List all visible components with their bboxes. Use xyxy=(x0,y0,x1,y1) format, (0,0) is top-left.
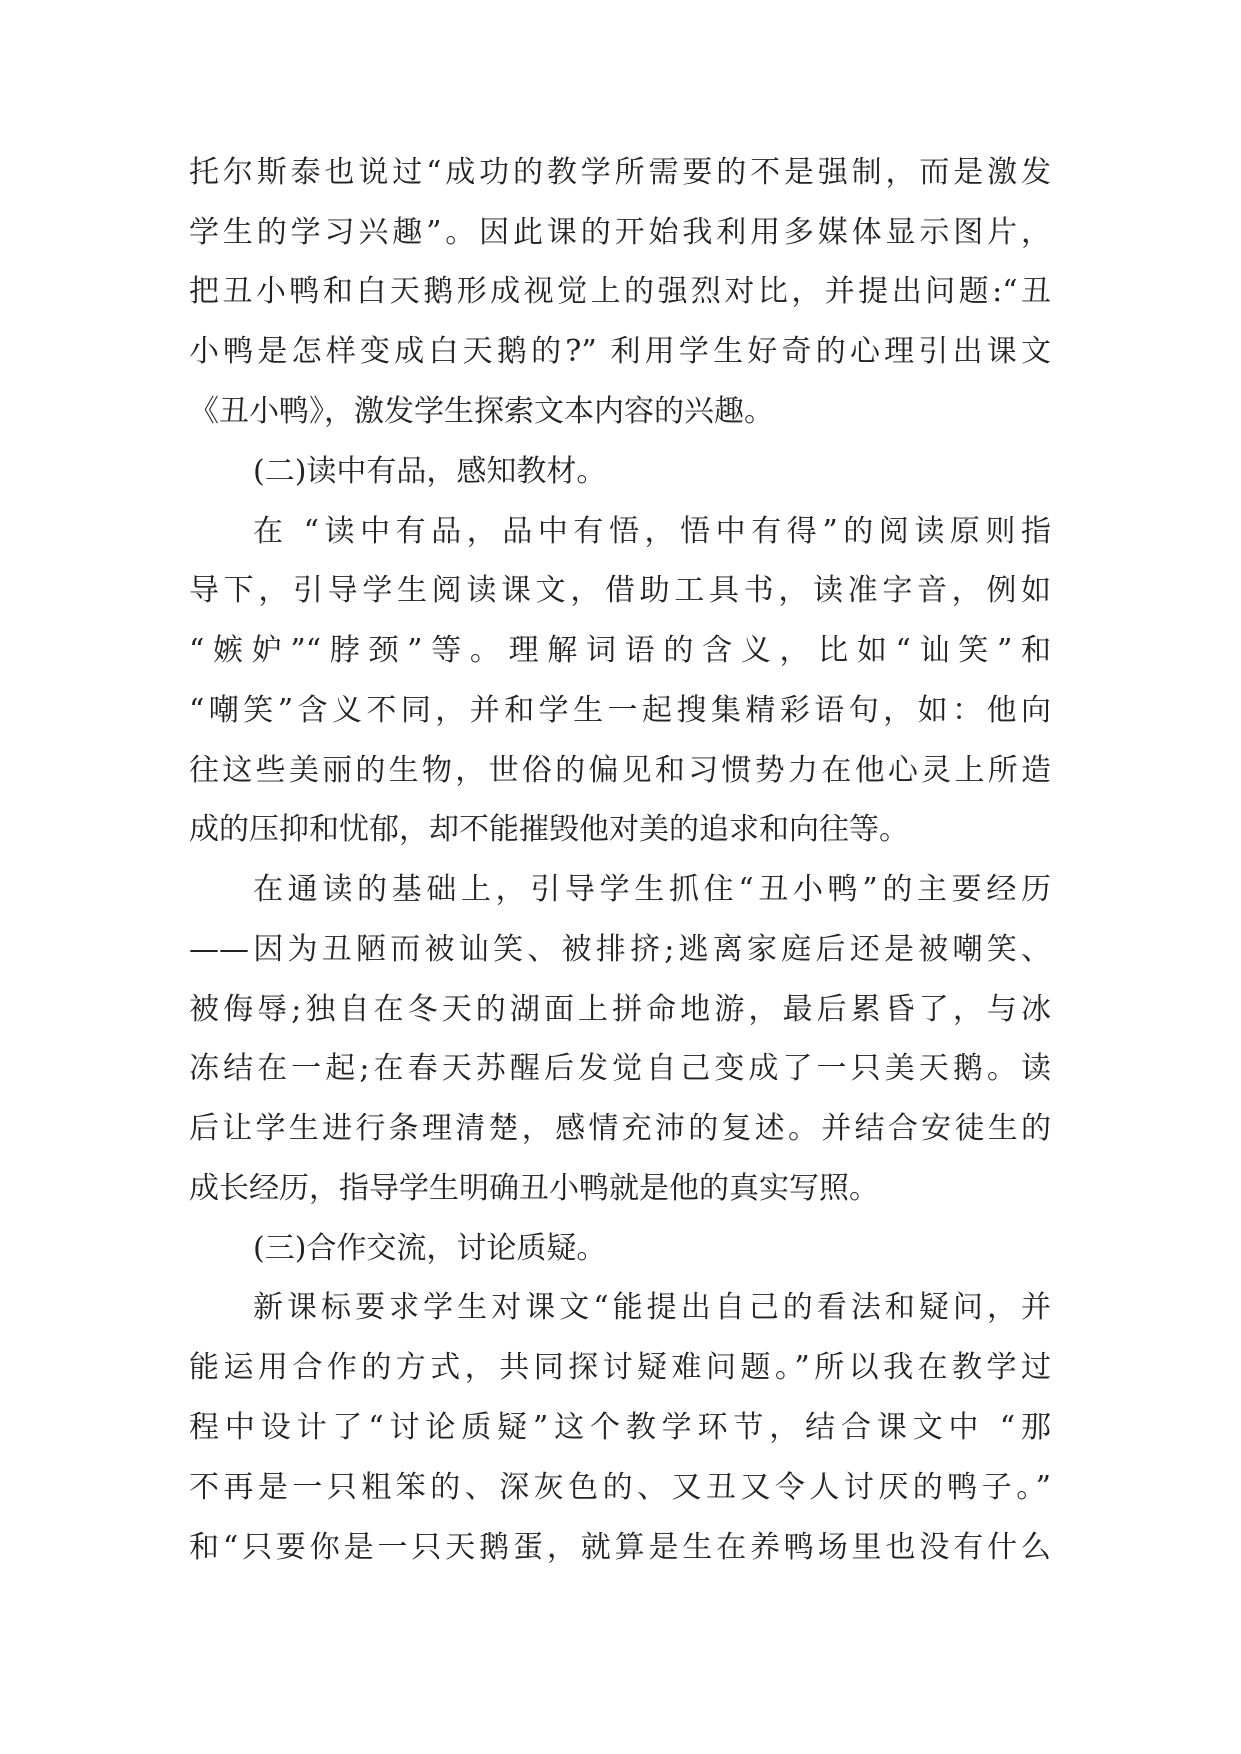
text-line: 成的压抑和忧郁，却不能摧毁他对美的追求和向往等。 xyxy=(189,812,909,847)
text-line: 新课标要求学生对课文“能提出自己的看法和疑问，并 xyxy=(253,1290,1051,1325)
text-line: 小鸭是怎样变成白天鹅的?” 利用学生好奇的心理引出课文 xyxy=(189,334,1051,369)
text-line: 和“只要你是一只天鹅蛋，就算是生在养鸭场里也没有什么 xyxy=(189,1530,1051,1565)
section-heading: (三)合作交流，讨论质疑。 xyxy=(253,1231,607,1266)
text-line: 在通读的基础上，引导学生抓住“丑小鸭”的主要经历 xyxy=(253,872,1051,907)
text-line: 导下，引导学生阅读课文，借助工具书，读准字音，例如 xyxy=(189,573,1051,608)
text-line: 把丑小鸭和白天鹅形成视觉上的强烈对比，并提出问题:“丑 xyxy=(189,274,1051,309)
section-heading: (二)读中有品，感知教材。 xyxy=(253,454,607,489)
text-line: 成长经历，指导学生明确丑小鸭就是他的真实写照。 xyxy=(189,1171,879,1206)
text-line: “嫉妒”“脖颈”等。理解词语的含义，比如“讪笑”和 xyxy=(189,633,1051,668)
text-line: 冻结在一起;在春天苏醒后发觉自己变成了一只美天鹅。读 xyxy=(189,1051,1051,1086)
text-line: 被侮辱;独自在冬天的湖面上拼命地游，最后累昏了，与冰 xyxy=(189,992,1051,1027)
text-line: 《丑小鸭》，激发学生探索文本内容的兴趣。 xyxy=(189,394,774,429)
text-line: ——因为丑陋而被讪笑、被排挤;逃离家庭后还是被嘲笑、 xyxy=(189,932,1051,967)
text-line: 不再是一只粗笨的、深灰色的、又丑又令人讨厌的鸭子。” xyxy=(189,1470,1051,1505)
text-line: 后让学生进行条理清楚，感情充沛的复述。并结合安徒生的 xyxy=(189,1111,1051,1146)
text-line: “嘲笑”含义不同，并和学生一起搜集精彩语句，如：他向 xyxy=(189,693,1051,728)
text-line: 程中设计了“讨论质疑”这个教学环节，结合课文中 “那 xyxy=(189,1410,1051,1445)
text-line: 学生的学习兴趣”。因此课的开始我利用多媒体显示图片， xyxy=(189,215,1051,250)
text-line: 往这些美丽的生物，世俗的偏见和习惯势力在他心灵上所造 xyxy=(189,753,1051,788)
text-line: 在 “读中有品，品中有悟，悟中有得”的阅读原则指 xyxy=(253,514,1051,549)
text-line: 托尔斯泰也说过“成功的教学所需要的不是强制，而是激发 xyxy=(189,155,1051,190)
text-line: 能运用合作的方式，共同探讨疑难问题。”所以我在教学过 xyxy=(189,1350,1051,1385)
